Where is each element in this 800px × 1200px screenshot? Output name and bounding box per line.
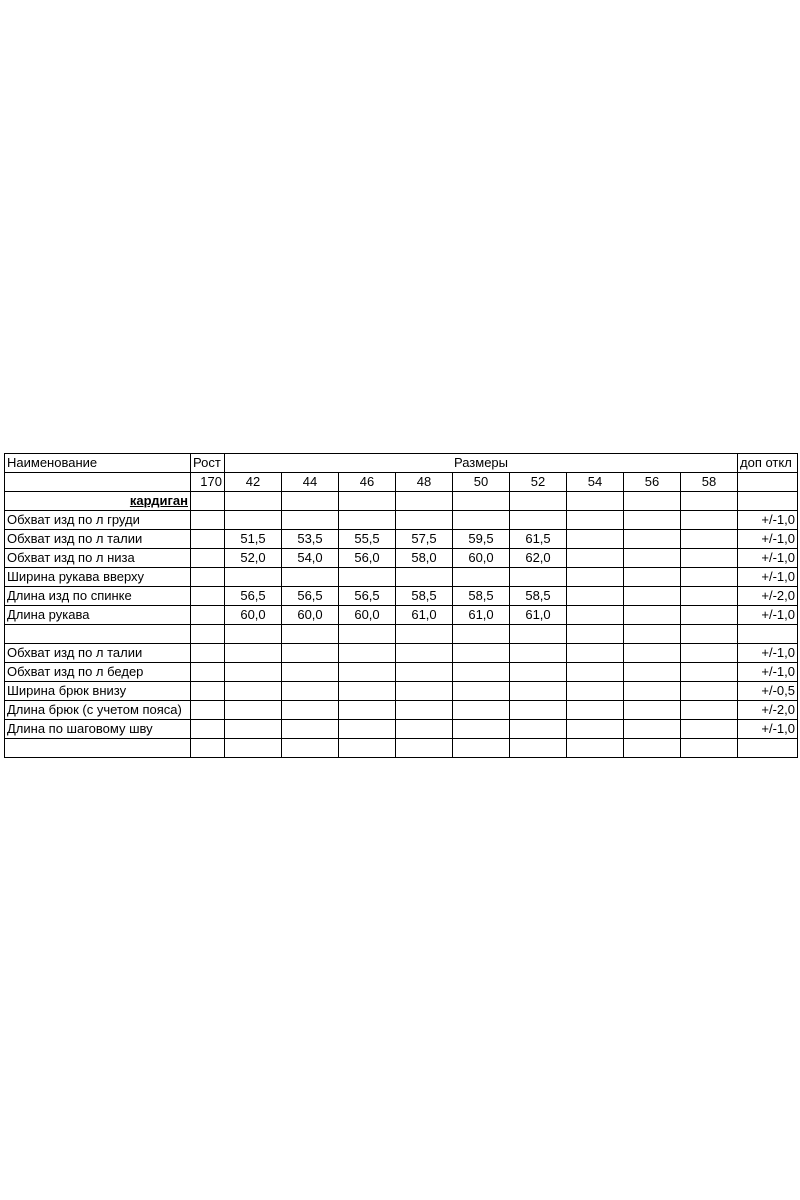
measurement-value: 61,0 [510,606,567,625]
table-row [5,606,798,625]
height-cell [191,606,225,625]
section-title: кардиган [5,492,191,511]
measurement-value [396,568,453,587]
measurement-value [453,511,510,530]
measurement-value: 60,0 [453,549,510,568]
measurement-name: Длина рукава [5,606,191,625]
table-row [5,720,798,739]
measurement-value [453,720,510,739]
empty-cell [5,739,191,758]
tolerance-value: +/-0,5 [738,682,798,701]
measurement-value [567,663,624,682]
empty-cell [738,492,798,511]
measurement-value [282,625,339,644]
size-58: 58 [681,473,738,492]
measurement-value [510,720,567,739]
empty-cell [681,739,738,758]
measurement-value [396,720,453,739]
measurement-value: 56,5 [225,587,282,606]
size-54: 54 [567,473,624,492]
measurement-value [624,682,681,701]
empty-cell [339,492,396,511]
size-numbers-row [5,473,798,492]
tolerance-value: +/-1,0 [738,511,798,530]
measurement-value [396,663,453,682]
measurement-value [339,644,396,663]
empty-cell [738,739,798,758]
measurement-value [567,720,624,739]
measurement-value [339,568,396,587]
measurement-value [510,625,567,644]
height-cell [191,587,225,606]
measurement-value [567,568,624,587]
measurement-value [339,701,396,720]
tolerance-value: +/-2,0 [738,701,798,720]
measurement-value [282,663,339,682]
size-52: 52 [510,473,567,492]
empty-cell [738,473,798,492]
tolerance-value: +/-1,0 [738,663,798,682]
measurement-value [510,568,567,587]
measurement-value: 53,5 [282,530,339,549]
tolerance-value: +/-1,0 [738,530,798,549]
measurement-value [510,644,567,663]
size-42: 42 [225,473,282,492]
height-cell [191,701,225,720]
empty-cell [225,739,282,758]
measurement-value [453,568,510,587]
measurement-value: 55,5 [339,530,396,549]
measurement-value [282,568,339,587]
tolerance-value: +/-1,0 [738,606,798,625]
measurement-value [510,663,567,682]
measurement-value: 56,5 [282,587,339,606]
measurement-value [681,625,738,644]
measurement-name: Обхват изд по л талии [5,644,191,663]
measurement-value [225,701,282,720]
measurement-value [681,606,738,625]
measurement-value [681,644,738,663]
measurement-value [624,701,681,720]
tolerance-value [738,625,798,644]
measurement-value [624,663,681,682]
empty-cell [510,739,567,758]
measurement-value [453,682,510,701]
measurement-value [225,625,282,644]
measurement-value [567,549,624,568]
empty-cell [510,492,567,511]
measurement-value [681,530,738,549]
measurement-value: 58,5 [396,587,453,606]
measurement-value [681,663,738,682]
section-row [5,492,798,511]
height-column-header: Рост [191,454,225,473]
height-value: 170 [191,473,225,492]
table-row [5,587,798,606]
table-row [5,511,798,530]
height-cell [191,530,225,549]
height-cell [191,663,225,682]
measurement-value: 60,0 [225,606,282,625]
tolerance-value: +/-1,0 [738,644,798,663]
measurement-value [225,644,282,663]
measurement-value [567,644,624,663]
measurement-value [282,511,339,530]
measurement-value [396,682,453,701]
empty-cell [396,739,453,758]
table-row [5,663,798,682]
table-row [5,530,798,549]
empty-cell [191,492,225,511]
measurement-value: 61,0 [453,606,510,625]
measurement-value: 60,0 [339,606,396,625]
table-row [5,549,798,568]
measurement-value [339,511,396,530]
empty-cell [191,739,225,758]
measurement-value [681,568,738,587]
measurement-value: 60,0 [282,606,339,625]
measurement-value [624,720,681,739]
measurement-value [339,625,396,644]
empty-cell [453,492,510,511]
table-cutoff-edge [5,739,798,758]
empty-cell [282,492,339,511]
measurement-value: 56,5 [339,587,396,606]
empty-cell [282,739,339,758]
size-table [4,453,798,758]
measurement-value [282,682,339,701]
header-row [5,454,798,473]
empty-cell [567,739,624,758]
tolerance-value: +/-1,0 [738,568,798,587]
measurement-value: 56,0 [339,549,396,568]
sizes-column-header: Размеры [225,454,738,473]
size-56: 56 [624,473,681,492]
measurement-value [339,663,396,682]
size-46: 46 [339,473,396,492]
measurement-value [681,720,738,739]
measurement-value [339,682,396,701]
measurement-value: 58,0 [396,549,453,568]
measurement-value [510,682,567,701]
measurement-value [453,701,510,720]
measurement-value [567,530,624,549]
measurement-value [396,625,453,644]
measurement-value [681,701,738,720]
measurement-value [225,511,282,530]
tolerance-value: +/-1,0 [738,720,798,739]
measurement-value: 59,5 [453,530,510,549]
empty-cell [681,492,738,511]
measurement-value: 62,0 [510,549,567,568]
measurement-value [624,587,681,606]
height-cell [191,682,225,701]
empty-cell [339,739,396,758]
table-row [5,701,798,720]
measurement-value [567,701,624,720]
empty-cell [453,739,510,758]
measurement-name: Длина по шаговому шву [5,720,191,739]
measurement-value [624,511,681,530]
measurement-name: Длина брюк (с учетом пояса) [5,701,191,720]
measurement-name: Длина изд по спинке [5,587,191,606]
tolerance-value: +/-1,0 [738,549,798,568]
measurement-value: 51,5 [225,530,282,549]
name-column-header: Наименование [5,454,191,473]
measurement-value: 58,5 [510,587,567,606]
measurement-value [396,511,453,530]
size-44: 44 [282,473,339,492]
measurement-name: Обхват изд по л бедер [5,663,191,682]
measurement-value: 61,5 [510,530,567,549]
measurement-value [681,682,738,701]
height-cell [191,511,225,530]
height-cell [191,625,225,644]
measurement-name: Обхват изд по л талии [5,530,191,549]
measurement-value [453,625,510,644]
measurement-value [681,549,738,568]
measurement-value [567,606,624,625]
measurement-value [567,682,624,701]
height-cell [191,644,225,663]
measurement-value [624,606,681,625]
measurement-value [624,568,681,587]
measurement-value [453,663,510,682]
measurement-value [225,568,282,587]
empty-cell [396,492,453,511]
size-48: 48 [396,473,453,492]
table-row [5,568,798,587]
measurement-name: Ширина брюк внизу [5,682,191,701]
measurement-value: 58,5 [453,587,510,606]
measurement-value [453,644,510,663]
measurement-name: Обхват изд по л груди [5,511,191,530]
measurement-value [396,701,453,720]
tolerance-value: +/-2,0 [738,587,798,606]
measurement-name [5,625,191,644]
measurement-value [567,587,624,606]
measurement-value: 57,5 [396,530,453,549]
empty-cell [225,492,282,511]
measurement-value [225,720,282,739]
measurement-value [225,682,282,701]
size-50: 50 [453,473,510,492]
measurement-value [225,663,282,682]
empty-cell [567,492,624,511]
height-cell [191,549,225,568]
measurement-value [681,587,738,606]
measurement-value [567,511,624,530]
measurement-value [282,644,339,663]
measurement-value [396,644,453,663]
empty-cell [624,492,681,511]
measurement-value [624,625,681,644]
measurement-value: 54,0 [282,549,339,568]
table-row [5,644,798,663]
height-cell [191,720,225,739]
measurement-value [510,511,567,530]
measurement-value [510,701,567,720]
measurement-value [339,720,396,739]
measurement-value [624,644,681,663]
measurement-name: Обхват изд по л низа [5,549,191,568]
measurement-value [282,720,339,739]
measurement-value [624,549,681,568]
empty-cell [5,473,191,492]
table-row [5,625,798,644]
height-cell [191,568,225,587]
measurement-value [567,625,624,644]
measurement-value [282,701,339,720]
empty-cell [624,739,681,758]
measurement-value [624,530,681,549]
measurement-value: 52,0 [225,549,282,568]
measurement-value [681,511,738,530]
measurement-value: 61,0 [396,606,453,625]
measurement-name: Ширина рукава вверху [5,568,191,587]
table-row [5,682,798,701]
tolerance-column-header: доп откл [738,454,798,473]
